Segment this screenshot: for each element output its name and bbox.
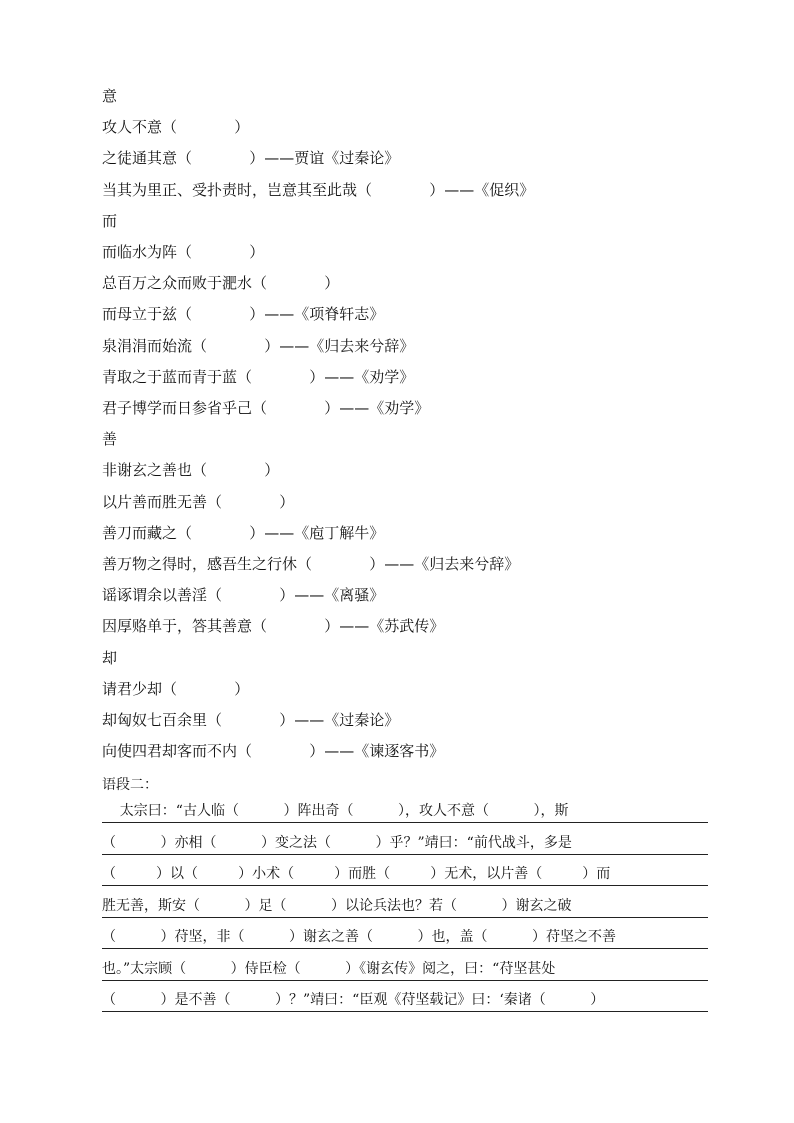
entry-line: 君子博学而日参省乎己（ ）——《劝学》	[102, 399, 430, 417]
passage-line: （ ）苻坚，非（ ）谢玄之善（ ）也，盖（ ）苻坚之不善	[102, 926, 708, 949]
passage-line: （ ）是不善（ ）？”靖曰：“臣观《苻坚载记》曰：‘秦诸（ ）	[102, 989, 708, 1012]
entry-line: 请君少却（ ）	[102, 679, 250, 698]
entry-heading: 意	[102, 87, 118, 105]
entry-line: 因厚赂单于，答其善意（ ）——《苏武传》	[102, 617, 445, 636]
entry-line: 而母立于兹（ ）——《项脊轩志》	[102, 305, 385, 324]
entry-heading: 善	[102, 430, 118, 449]
entry-line: 却匈奴七百余里（ ）——《过秦论》	[102, 711, 400, 729]
passage-line: 也。”太宗顾（ ）侍臣检（ ）《谢玄传》阅之，曰：“苻坚甚处	[102, 958, 708, 981]
entry-line: 总百万之众而败于淝水（ ）	[102, 274, 340, 293]
passage-line: （ ）亦相（ ）变之法（ ）乎？”靖曰：“前代战斗，多是	[102, 832, 708, 855]
entry-line: 当其为里正、受扑责时，岂意其至此哉（ ）——《促织》	[102, 180, 535, 199]
entry-line: 向使四君却客而不内（ ）——《谏逐客书》	[102, 742, 445, 761]
entry-line: 非谢玄之善也（ ）	[102, 461, 280, 480]
entry-line: 谣诼谓余以善淫（ ）——《离骚》	[102, 586, 385, 605]
passage-line: （ ）以（ ）小术（ ）而胜（ ）无术，以片善（ ）而	[102, 863, 708, 886]
entry-line: 以片善而胜无善（ ）	[102, 492, 295, 511]
entry-heading: 却	[102, 648, 118, 667]
entry-heading: 而	[102, 211, 118, 230]
entry-line: 而临水为阵（ ）	[102, 243, 265, 261]
passage-line: 胜无善，斯安（ ）足（ ）以论兵法也？若（ ）谢玄之破	[102, 895, 708, 918]
entry-line: 善刀而藏之（ ）——《庖丁解牛》	[102, 523, 385, 542]
entry-line: 之徒通其意（ ）——贾谊《过秦论》	[102, 149, 400, 168]
entry-line: 青取之于蓝而青于蓝（ ）——《劝学》	[102, 367, 415, 386]
entry-line: 善万物之得时，感吾生之行休（ ）——《归去来兮辞》	[102, 555, 520, 573]
section-title: 语段二：	[102, 777, 158, 793]
entry-line: 泉涓涓而始流（ ）——《归去来兮辞》	[102, 336, 415, 355]
entry-line: 攻人不意（ ）	[102, 118, 250, 137]
passage-line: 太宗曰：“古人临（ ）阵出奇（ ），攻人不意（ ），斯	[102, 800, 708, 823]
